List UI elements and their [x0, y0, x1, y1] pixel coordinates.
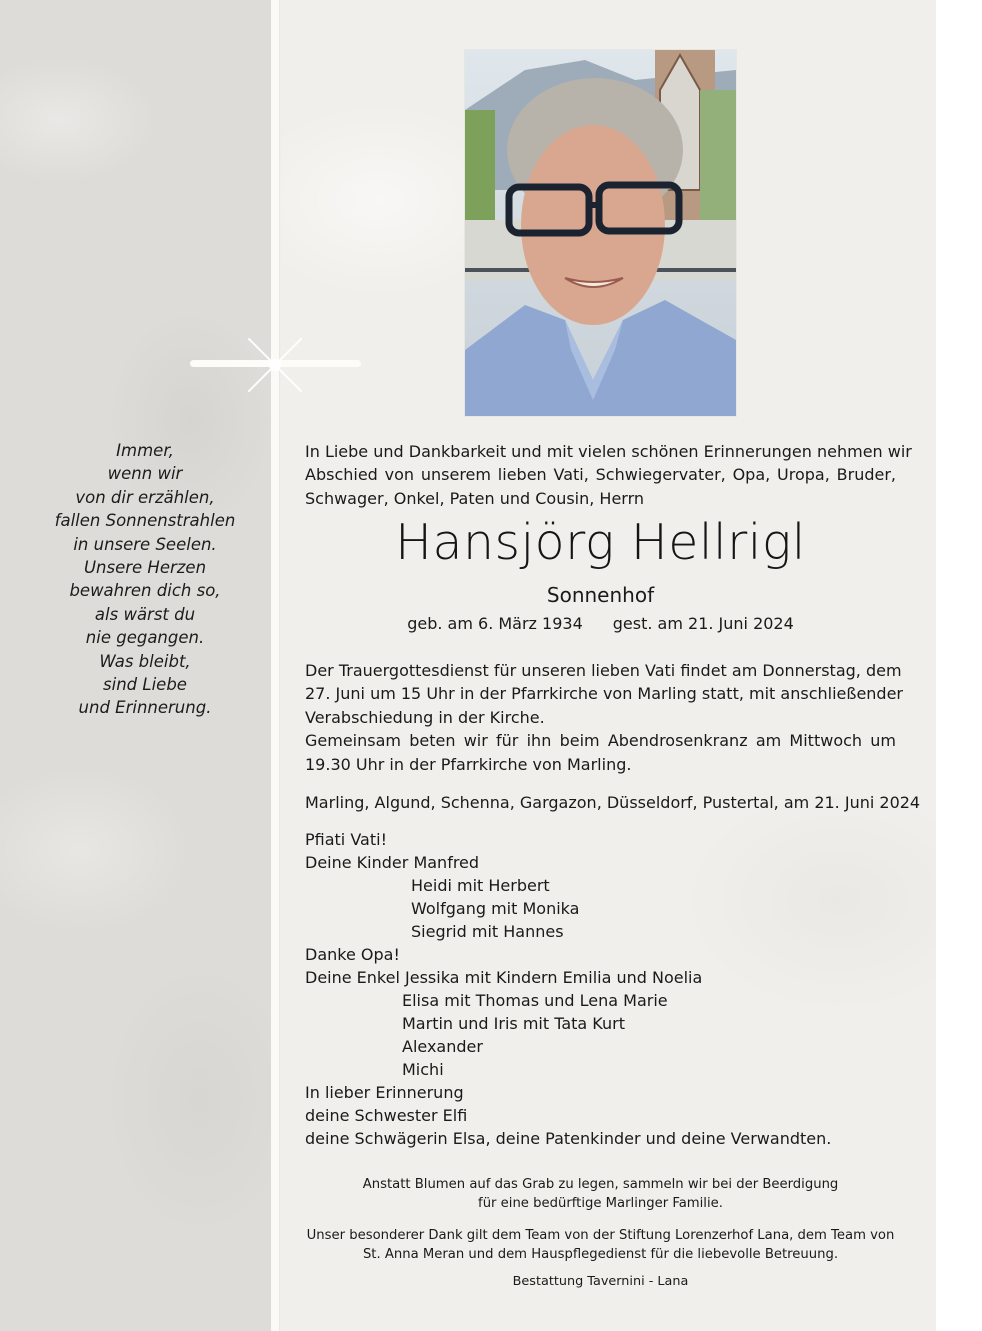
- child-name: Heidi mit Herbert: [411, 876, 550, 895]
- grandchildren-row: [305, 966, 896, 989]
- deceased-name: Hansjörg Hellrigl: [395, 514, 806, 571]
- children-row: [305, 851, 896, 874]
- cross-vertical-beam: [271, 0, 279, 1331]
- intro-line: In Liebe und Dankbarkeit und mit vielen schönen Erinnerungen nehmen wir: [305, 442, 912, 461]
- service-line: Der Trauergottesdienst für unseren lieben Vati findet am Donnerstag, dem: [305, 661, 902, 680]
- service-line: Gemeinsam beten wir für ihn beim Abendrosenkranz am Mittwoch um: [305, 731, 896, 751]
- sister-line: deine Schwester Elfi: [305, 1106, 468, 1125]
- grandchild-name: Michi: [402, 1060, 444, 1079]
- farewell-line: Pfiati Vati!: [305, 830, 387, 849]
- poem-line: sind Liebe: [103, 675, 187, 695]
- grandchild-name: Elisa mit Thomas und Lena Marie: [402, 991, 668, 1010]
- undertaker: Bestattung Tavernini - Lana: [512, 1274, 689, 1289]
- grandchild-name: Jessika mit Kindern Emilia und Noelia: [405, 968, 703, 987]
- portrait-photo: [464, 49, 737, 417]
- service-line: 27. Juni um 15 Uhr in der Pfarrkirche von Marling statt, mit anschließender: [305, 684, 903, 704]
- children-label: Deine Kinder: [305, 853, 409, 872]
- child-name: Siegrid mit Hannes: [411, 922, 564, 941]
- poem-line: wenn wir: [107, 464, 183, 484]
- poem-line: Was bleibt,: [99, 651, 191, 671]
- light-sparkle-icon: [243, 333, 307, 397]
- thanks-note: [305, 1226, 896, 1264]
- service-line: 19.30 Uhr in der Pfarrkirche von Marling.: [305, 754, 632, 774]
- intro-paragraph: [305, 440, 912, 510]
- poem-line: Unsere Herzen: [83, 558, 207, 578]
- relatives-line: deine Schwägerin Elsa, deine Patenkinder und deine Verwandten.: [305, 1129, 832, 1148]
- place-date: Marling, Algund, Schenna, Gargazon, Düsseldorf, Pustertal, am 21. Juni 2024: [305, 793, 921, 812]
- donation-line: Anstatt Blumen auf das Grab zu legen, sammeln wir bei der Beerdigung: [362, 1177, 839, 1192]
- poem-line: in unsere Seelen.: [73, 534, 217, 554]
- farm-name: Sonnenhof: [546, 583, 655, 607]
- poem-line: Immer,: [116, 441, 174, 460]
- donation-line: für eine bedürftige Marlinger Familie.: [478, 1196, 723, 1211]
- thanks-grandpa-line: Danke Opa!: [305, 945, 400, 964]
- intro-line: Schwager, Onkel, Paten und Cousin, Herrn: [305, 488, 645, 508]
- poem: [40, 439, 250, 720]
- poem-line: von dir erzählen,: [75, 487, 215, 507]
- grandchildren-label: Deine Enkel: [305, 968, 400, 987]
- intro-line: Abschied von unserem lieben Vati, Schwiegervater, Opa, Uropa, Bruder,: [305, 465, 896, 485]
- thanks-line: St. Anna Meran und dem Hauspflegedienst für die liebevolle Betreuung.: [362, 1247, 839, 1262]
- family-list: [305, 828, 896, 1150]
- remembrance-line: In lieber Erinnerung: [305, 1083, 464, 1102]
- poem-line: fallen Sonnenstrahlen: [54, 511, 236, 531]
- child-name: Wolfgang mit Monika: [411, 899, 580, 918]
- donation-note: [305, 1175, 896, 1213]
- poem-line: und Erinnerung.: [78, 698, 212, 718]
- poem-line: als wärst du: [94, 604, 196, 624]
- poem-line: nie gegangen.: [85, 628, 205, 648]
- child-name: Manfred: [413, 853, 480, 872]
- life-dates: [305, 613, 896, 635]
- grandchild-name: Martin und Iris mit Tata Kurt: [402, 1014, 625, 1033]
- death-date: gest. am 21. Juni 2024: [612, 614, 794, 633]
- birth-date: geb. am 6. März 1934: [407, 614, 583, 633]
- poem-line: bewahren dich so,: [69, 581, 221, 601]
- service-line: Verabschiedung in der Kirche.: [305, 707, 545, 727]
- thanks-line: Unser besonderer Dank gilt dem Team von der Stiftung Lorenzerhof Lana, dem Team von: [306, 1228, 895, 1243]
- service-paragraph: [305, 659, 903, 776]
- grandchild-name: Alexander: [402, 1037, 483, 1056]
